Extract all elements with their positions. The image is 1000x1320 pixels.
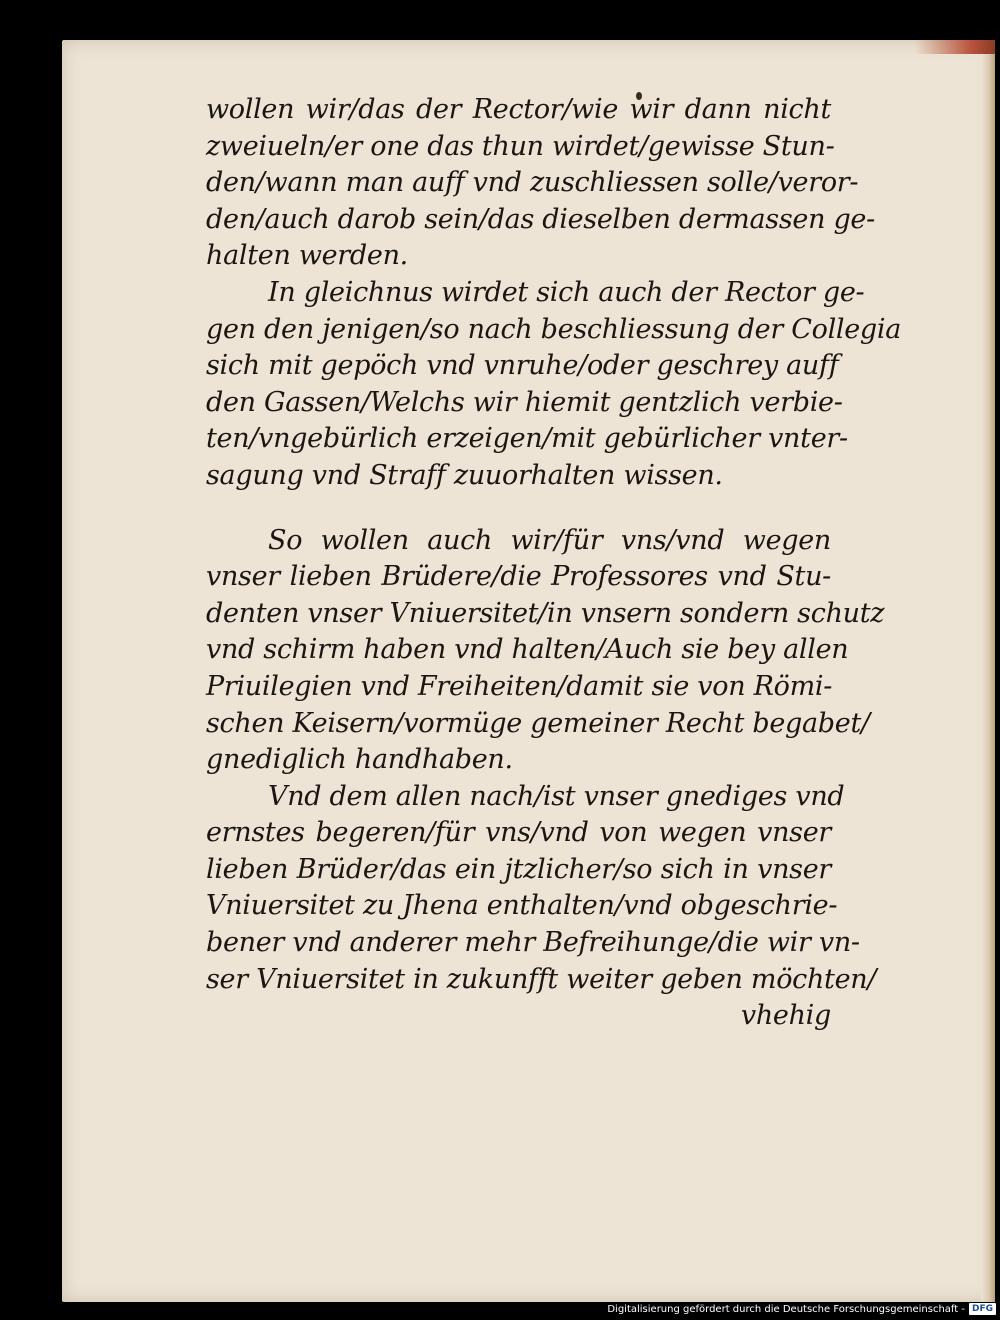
text-line: Vnd dem allen nach/ist vnser gnediges vnd xyxy=(268,780,845,812)
text-line: den/auch darob sein/das dieselben dermassen ge- xyxy=(206,203,875,235)
text-line: ernstes begeren/für vns/vnd von wegen vnser xyxy=(206,817,831,849)
text-line: gen den jenigen/so nach beschliessung der Collegia xyxy=(206,313,902,345)
paragraph-gap xyxy=(206,495,831,523)
text-line: vnd schirm haben vnd halten/Auch sie bey allen xyxy=(206,634,849,666)
text-line: denten vnser Vniuersitet/in vnsern sondern schutz xyxy=(206,597,885,629)
credit-text: Digitalisierung gefördert durch die Deutsche Forschungsgemeinschaft - xyxy=(607,1303,965,1315)
text-line: In gleichnus wirdet sich auch der Rector ge- xyxy=(268,276,865,308)
text-line: Priuilegien vnd Freiheiten/damit sie von Römi- xyxy=(206,670,833,702)
text-line: bener vnd anderer mehr Befreihunge/die wir vn- xyxy=(206,927,860,959)
dfg-logo-icon: DFG xyxy=(969,1303,996,1315)
text-line: ten/vngebürlich erzeigen/mit gebürlicher vnter- xyxy=(206,423,848,455)
text-line: sich mit gepöch vnd vnruhe/oder geschrey auff xyxy=(206,350,839,382)
text-line: den Gassen/Welchs wir hiemit gentzlich verbie- xyxy=(206,386,843,418)
digitization-credit xyxy=(607,1301,996,1317)
text-line: schen Keisern/vormüge gemeiner Recht begabet/ xyxy=(206,707,870,739)
text-line: vnser lieben Brüdere/die Professores vnd Stu- xyxy=(206,561,831,593)
text-line: So wollen auch wir/für vns/vnd wegen xyxy=(268,524,831,556)
corner-stain xyxy=(915,40,995,54)
text-line: gnediglich handhaben. xyxy=(206,744,513,776)
text-line: lieben Brüder/das ein jtzlicher/so sich in vnser xyxy=(206,853,831,885)
page-edge-shadow xyxy=(981,40,995,1302)
catchword: vhehig xyxy=(740,1000,831,1032)
text-line: sagung vnd Straff zuuorhalten wissen. xyxy=(206,459,723,491)
body-text xyxy=(206,92,902,1035)
text-line: ser Vniuersitet in zukunfft weiter geben möchten/ xyxy=(206,963,877,995)
text-line: halten werden. xyxy=(206,240,408,272)
text-line: den/wann man auff vnd zuschliessen solle/veror- xyxy=(206,167,859,199)
text-line: Vniuersitet zu Jhena enthalten/vnd obgeschrie- xyxy=(206,890,838,922)
text-line: zweiueln/er one das thun wirdet/gewisse Stun- xyxy=(206,130,835,162)
text-line: wollen wir/das der Rector/wie wir dann nicht xyxy=(206,94,831,125)
